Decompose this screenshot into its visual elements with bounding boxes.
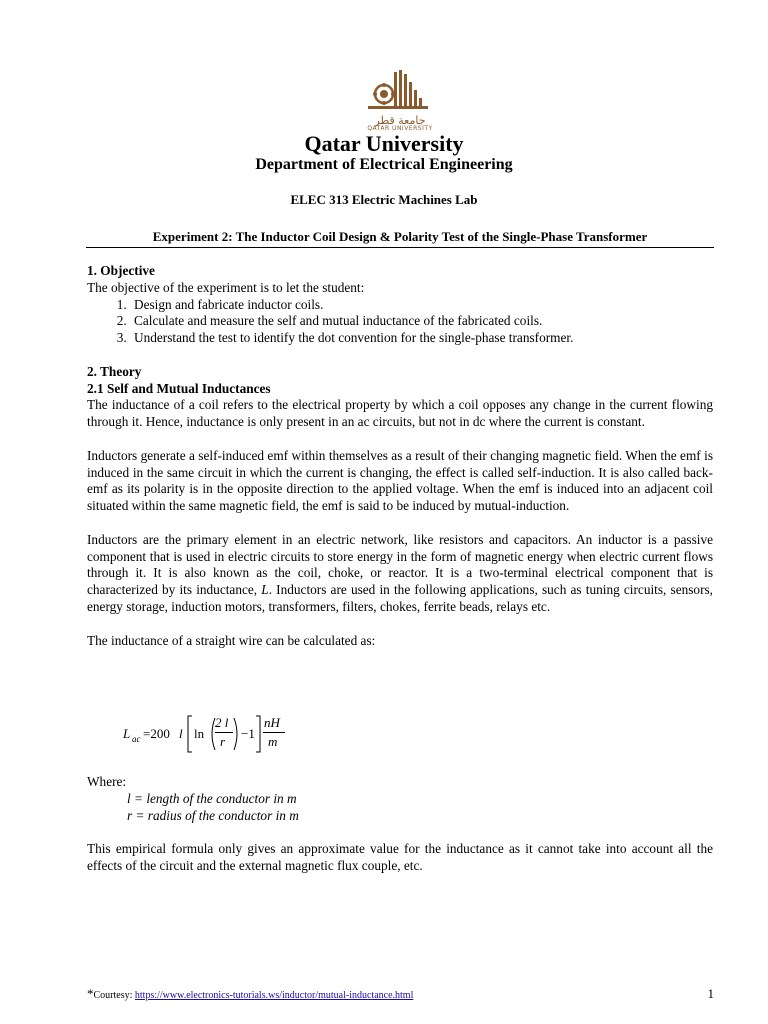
- theory-paragraph-3: Inductors are the primary element in an electric network, like resistors and capacitors. An inductor is a passive component that is used in electric circuits to store energy in the form of magnetic energy when electric current flows through it. It is also known as the coil, choke, or reactor. It is a two-terminal electrical component that is characterized by its inductance, L. Inductors are used in the following applications, such as tuning circuits, sensors, energy storage, induction motors, transformers, filters, chokes, ferrite beads, relays etc.: [87, 531, 713, 614]
- theory-heading: 2. Theory: [87, 363, 142, 379]
- theory-subheading: 2.1 Self and Mutual Inductances: [87, 380, 271, 396]
- list-item: 1. Design and fabricate inductor coils.: [130, 297, 713, 314]
- experiment-title: Experiment 2: The Inductor Coil Design & Polarity Test of the Single-Phase Transformer: [86, 229, 714, 248]
- logo-arabic-text: جامعة قطر: [374, 114, 426, 127]
- courtesy-link[interactable]: https://www.electronics-tutorials.ws/inductor/mutual-inductance.html: [134, 990, 414, 1001]
- list-item: 3. Understand the test to identify the dot convention for the single-phase transformer.: [130, 330, 713, 347]
- list-item: 2. Calculate and measure the self and mutual inductance of the fabricated coils.: [130, 313, 713, 330]
- theory-paragraph-5: This empirical formula only gives an approximate value for the inductance as it cannot take into account all the effects of the circuit and the external magnetic flux couple, etc.: [87, 841, 713, 873]
- department-title: Department of Electrical Engineering: [255, 156, 513, 173]
- formula-definitions: [87, 774, 713, 875]
- inductance-formula: L ac =200 l ln 2 l r −1 nH m: [123, 712, 323, 762]
- page-number: 1: [707, 986, 714, 1001]
- theory-paragraph-1: The inductance of a coil refers to the electrical property by which a coil opposes any change in the current flowing through it. Hence, inductance is only present in an ac circuits, but not in dc where the current is constant.: [87, 397, 713, 430]
- objective-intro: The objective of the experiment is to let the student:: [87, 279, 365, 295]
- objective-heading: 1. Objective: [87, 263, 155, 278]
- footnote: *Courtesy: https://www.electronics-tutorials.ws/inductor/mutual-inductance.html: [87, 986, 414, 1001]
- university-title: Qatar University: [304, 131, 464, 156]
- theory-paragraph-2: Inductors generate a self-induced emf within themselves as a result of their changing magnetic field. When the emf is induced in the same circuit in which the current is changing, the effect is called self-induction. It is also called back-emf as its polarity is in the opposite direction to the applied voltage. When the emf is induced into an adjacent coil situated within the same magnetic field, the emf is said to be induced by mutual-induction.: [87, 447, 713, 514]
- list-item: l = length of the conductor in m: [127, 790, 297, 806]
- theory-paragraph-4: The inductance of a straight wire can be calculated as:: [87, 632, 376, 648]
- course-title: ELEC 313 Electric Machines Lab: [290, 192, 478, 207]
- where-label: Where:: [87, 774, 127, 789]
- document-body: [87, 263, 713, 649]
- list-item: r = radius of the conductor in m: [127, 807, 299, 823]
- objective-list: [87, 297, 713, 347]
- logo-english-text: QATAR UNIVERSITY: [367, 125, 433, 132]
